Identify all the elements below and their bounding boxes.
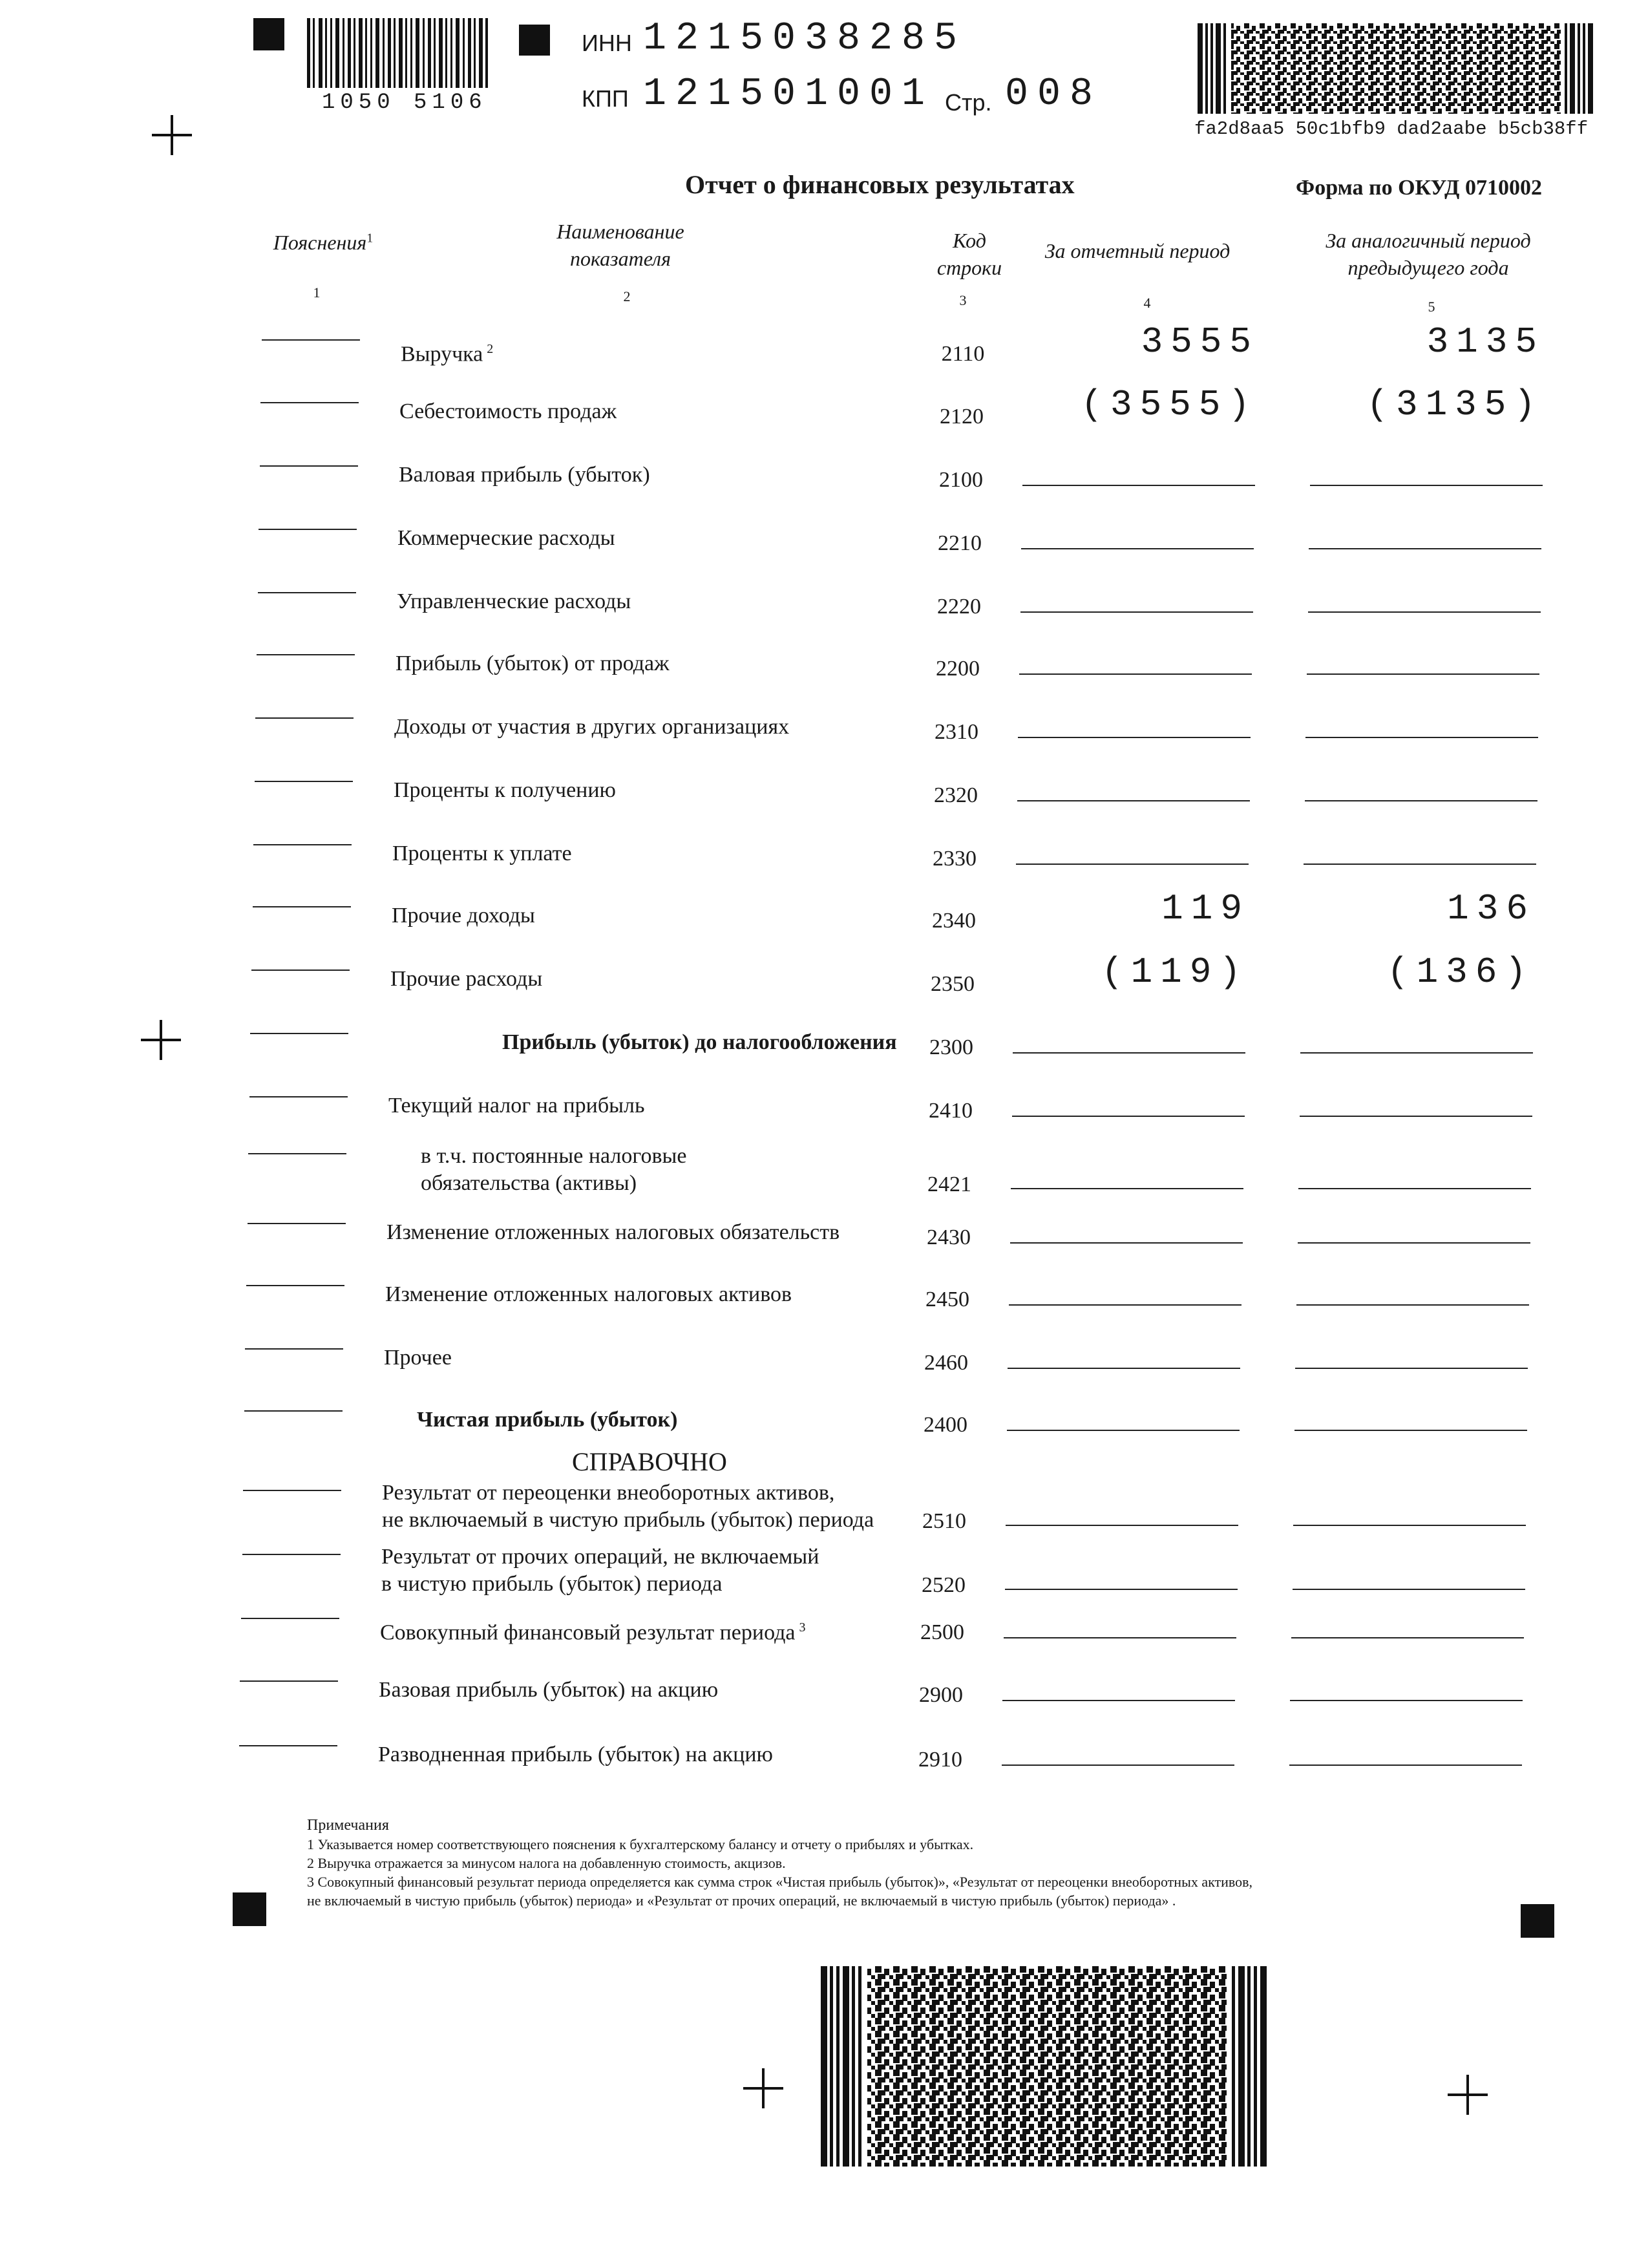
reference-heading: СПРАВОЧНО [572,1447,727,1476]
row-value-current-blank-line [1009,1304,1241,1306]
alignment-marker [519,25,550,56]
row-value-current-blank-line [1007,1430,1240,1431]
barcode-number: 1050 5106 [322,90,487,115]
kpp-value: 121501001 [643,72,935,116]
row-value-previous: 136 [1447,888,1536,929]
row-code: 2300 [929,1035,973,1059]
row-label: Разводненная прибыль (убыток) на акцию [378,1743,773,1766]
row-code: 2320 [934,783,978,807]
row-value-current-blank-line [1022,485,1255,486]
row-code: 2400 [924,1413,967,1437]
row-label: Прочее [384,1346,452,1370]
row-label: Коммерческие расходы [397,526,615,550]
footnotes [307,1816,1252,1910]
row-code: 2330 [933,847,977,871]
row-value-current-blank-line [1008,1368,1240,1369]
registration-cross-icon [1448,2075,1488,2115]
footnote-1: 1 Указывается номер соответствующего пояснения к бухгалтерскому балансу и отчету о прибылях и убытках. [307,1836,974,1852]
kpp-label: КПП [582,85,629,112]
row-label: Проценты к уплате [392,842,572,865]
row-label: Изменение отложенных налоговых обязательств [386,1220,840,1244]
row-value-previous-blank-line [1293,1589,1525,1590]
row-code: 2110 [941,342,985,366]
row-value-current-blank-line [1002,1700,1235,1701]
col-header-notes: Пояснения$^1$ [273,231,374,254]
row-note-dash [259,529,357,530]
page-number: 008 [1005,72,1103,116]
page-label: Стр. [945,89,992,116]
row-label: Результат от переоценки внеоборотных активов, не включаемый в чистую прибыль (убыток) периода [382,1481,874,1532]
footnotes-heading: Примечания [307,1817,389,1834]
row-value-previous-blank-line [1305,800,1537,801]
row-value-previous: (136) [1386,951,1534,993]
row-code: 2100 [939,468,983,492]
row-label: Прочие доходы [392,904,535,927]
row-value-previous-blank-line [1296,1304,1529,1306]
row-note-dash [260,402,359,403]
row-value-previous-blank-line [1300,1052,1533,1054]
row-value-current-blank-line [1010,1242,1243,1244]
row-value-previous-blank-line [1305,737,1538,738]
row-note-dash [241,1618,339,1619]
linear-barcode-icon [307,18,489,88]
row-value-current: 3555 [1141,321,1259,363]
row-note-dash [253,844,352,845]
row-value-previous-blank-line [1304,864,1536,865]
row-code: 2421 [927,1172,971,1196]
row-note-dash [240,1680,338,1682]
row-note-dash [248,1223,346,1224]
inn-label: ИНН [582,30,632,56]
row-note-dash [258,592,356,593]
row-note-dash [250,1033,348,1034]
col-header-code: Код строки [936,229,1002,279]
row-label: Прибыль (убыток) до налогообложения [502,1030,897,1054]
row-code: 2340 [932,909,976,933]
row-note-dash [244,1410,343,1412]
alignment-marker [233,1892,266,1926]
row-code: 2310 [935,720,978,744]
row-value-previous-blank-line [1300,1116,1532,1117]
row-code: 2210 [938,531,982,555]
footnote-3-cont: не включаемый в чистую прибыль (убыток) периода» и «Результат от прочих операций, не включаемый в чистую прибыль (убыток) периода» . [307,1892,1176,1909]
row-label: Управленческие расходы [397,589,631,613]
2d-barcode-icon [1198,23,1598,114]
row-value-previous-blank-line [1294,1430,1527,1431]
row-code: 2430 [927,1225,971,1249]
row-label: Проценты к получению [394,778,616,802]
registration-cross-icon [743,2068,783,2108]
col-number-2: 2 [623,288,631,304]
row-label: Изменение отложенных налоговых активов [385,1282,792,1306]
row-value-current-blank-line [1021,548,1254,549]
bottom-2d-barcode-icon [821,1966,1273,2167]
row-value-previous: (3135) [1366,384,1543,425]
footnote-2: 2 Выручка отражается за минусом налога на добавленную стоимость, акцизов. [307,1855,786,1871]
document-hash: fa2d8aa5 50c1bfb9 dad2aabe b5cb38ff [1194,118,1589,140]
inn-value: 1215038285 [643,17,967,61]
row-value-previous-blank-line [1308,611,1541,613]
row-code: 2910 [918,1748,962,1772]
row-value-current-blank-line [1002,1765,1234,1766]
report-title: Отчет о финансовых результатах [685,170,1075,199]
row-note-dash [245,1348,343,1350]
row-code: 2450 [925,1288,969,1311]
footnote-3: 3 Совокупный финансовый результат периода определяется как сумма строк «Чистая прибыль (убыток)», «Результат от переоценки внеоборотных активов, [307,1874,1253,1890]
row-note-dash [242,1554,341,1555]
row-code: 2500 [920,1620,964,1644]
row-value-current-blank-line [1020,611,1253,613]
row-label: Себестоимость продаж [399,399,617,423]
row-label: Прочие расходы [390,967,543,991]
col-header-name: Наименование показателя [556,220,684,270]
row-code: 2350 [931,972,975,996]
row-label: Совокупный финансовый результат периода $^3$ [380,1620,806,1645]
col-header-previous: За аналогичный период предыдущего года [1326,229,1531,279]
row-label: Чистая прибыль (убыток) [417,1408,678,1432]
row-value-previous-blank-line [1309,548,1541,549]
row-value-previous: 3135 [1426,321,1545,363]
form-code: Форма по ОКУД 0710002 [1296,176,1542,200]
row-value-previous-blank-line [1291,1637,1524,1638]
col-number-5: 5 [1428,299,1435,315]
row-note-dash [246,1285,344,1286]
row-label: Текущий налог на прибыль [388,1094,645,1118]
row-value-previous-blank-line [1293,1525,1526,1526]
row-value-previous-blank-line [1310,485,1543,486]
row-label: Прибыль (убыток) от продаж [396,652,670,675]
row-code: 2200 [936,657,980,681]
row-value-current: 119 [1161,888,1250,929]
col-number-1: 1 [313,284,321,301]
row-value-previous-blank-line [1290,1700,1523,1701]
row-value-current: (119) [1101,951,1249,993]
row-note-dash [260,465,358,467]
row-value-current-blank-line [1013,1052,1245,1054]
row-value-current-blank-line [1005,1589,1238,1590]
row-value-current-blank-line [1018,737,1251,738]
row-note-dash [243,1490,341,1491]
row-note-dash [251,970,350,971]
row-value-previous-blank-line [1298,1242,1530,1244]
row-note-dash [255,781,353,782]
row-label: Базовая прибыль (убыток) на акцию [379,1678,719,1702]
row-value-current-blank-line [1012,1116,1245,1117]
row-note-dash [262,339,360,341]
row-value-current-blank-line [1016,864,1249,865]
row-label: в т.ч. постоянные налоговые обязательства (активы) [421,1144,687,1195]
row-value-current: (3555) [1081,384,1258,425]
col-number-3: 3 [959,292,967,308]
row-code: 2410 [929,1099,973,1123]
registration-cross-icon [152,115,192,155]
row-note-dash [255,717,354,719]
row-note-dash [249,1096,348,1097]
row-label: Доходы от участия в других организациях [394,715,790,739]
row-code: 2510 [922,1509,966,1533]
row-note-dash [248,1153,346,1154]
row-label: Выручка $^2$ [401,342,494,366]
row-note-dash [257,654,355,655]
row-code: 2520 [922,1573,966,1597]
row-code: 2460 [924,1351,968,1375]
row-value-current-blank-line [1011,1188,1243,1189]
row-note-dash [253,906,351,907]
row-value-previous-blank-line [1289,1765,1522,1766]
row-value-current-blank-line [1006,1525,1238,1526]
row-label: Валовая прибыль (убыток) [399,463,650,487]
col-header-current: За отчетный период [1044,239,1231,262]
row-code: 2220 [937,595,981,619]
row-label: Результат от прочих операций, не включаемый в чистую прибыль (убыток) периода [381,1545,819,1596]
alignment-marker [253,18,284,50]
row-value-previous-blank-line [1295,1368,1528,1369]
row-note-dash [239,1745,337,1746]
row-value-previous-blank-line [1298,1188,1531,1189]
row-value-previous-blank-line [1307,673,1539,675]
row-value-current-blank-line [1017,800,1250,801]
registration-cross-icon [141,1020,181,1060]
row-value-current-blank-line [1004,1637,1236,1638]
row-code: 2900 [919,1683,963,1707]
alignment-marker [1521,1904,1554,1938]
row-code: 2120 [940,405,984,429]
col-number-4: 4 [1143,295,1151,311]
row-value-current-blank-line [1019,673,1252,675]
